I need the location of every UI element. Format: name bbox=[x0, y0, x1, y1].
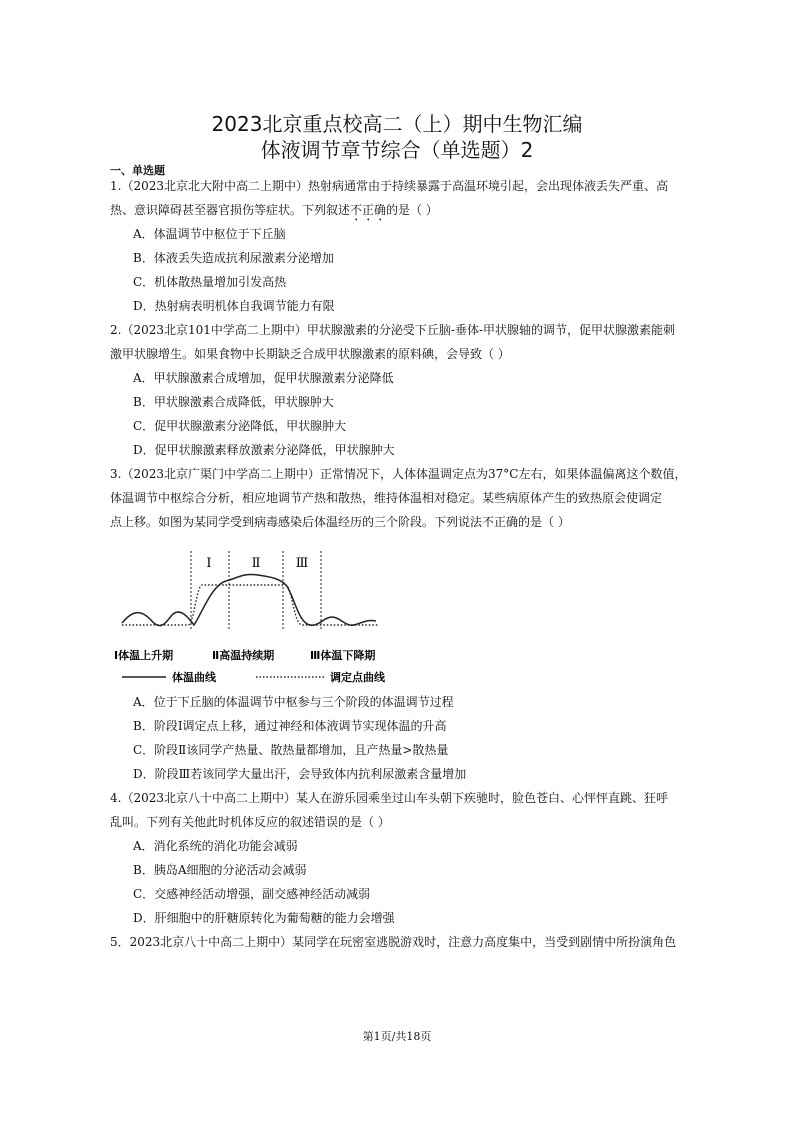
page-subtitle: 体液调节章节综合（单选题）2 bbox=[260, 138, 534, 162]
option-b: B．阶段Ⅰ调定点上移，通过神经和体液调节实现体温的升高 bbox=[133, 719, 447, 733]
question-2 bbox=[110, 318, 685, 366]
option-c: C．交感神经活动增强，副交感神经活动减弱 bbox=[133, 887, 371, 901]
question-4-options bbox=[133, 834, 395, 930]
page-number: 第1页/共18页 bbox=[362, 1030, 432, 1043]
question-3-options bbox=[133, 690, 466, 786]
option-c: C．机体散热量增加引发高热 bbox=[133, 275, 287, 289]
phase-label-2: Ⅱ bbox=[251, 556, 261, 571]
question-5-line-1: 5．2023北京八十中高二上期中）某同学在玩密室逃脱游戏时，注意力高度集中，当受到剧情中所扮演角色 bbox=[110, 935, 677, 949]
question-4 bbox=[110, 786, 685, 834]
legend-phase-2: Ⅱ高温持续期 bbox=[212, 649, 275, 662]
page-title: 2023北京重点校高二（上）期中生物汇编 bbox=[211, 112, 583, 136]
legend-curve-label: 体温曲线 bbox=[172, 671, 216, 684]
phase-label-1: Ⅰ bbox=[206, 556, 212, 571]
option-a: A．消化系统的消化功能会减弱 bbox=[133, 839, 298, 853]
question-2-line-2: 激甲状腺增生。如果食物中长期缺乏合成甲状腺激素的原料碘，会导致（ ） bbox=[110, 347, 510, 361]
option-d: D．热射病表明机体自我调节能力有限 bbox=[133, 299, 335, 313]
question-5 bbox=[110, 930, 685, 954]
question-2-options bbox=[133, 366, 395, 462]
legend-phase-3: Ⅲ体温下降期 bbox=[310, 649, 376, 662]
option-c: C．促甲状腺激素分泌降低，甲状腺肿大 bbox=[133, 419, 347, 433]
option-b: B．胰岛A细胞的分泌活动会减弱 bbox=[133, 863, 307, 877]
option-b: B．甲状腺激素合成降低，甲状腺肿大 bbox=[133, 395, 334, 409]
section-label: 一、单选题 bbox=[110, 164, 165, 177]
question-1-line-2: 热、意识障碍甚至器官损伤等症状。下列叙述不正确的是（ ） bbox=[110, 203, 438, 217]
question-4-line-2: 乱叫。下列有关他此时机体反应的叙述错误的是（ ） bbox=[110, 815, 390, 829]
question-3-line-3: 点上移。如图为某同学受到病毒感染后体温经历的三个阶段。下列说法不正确的是（ ） bbox=[110, 515, 570, 529]
question-1-options bbox=[133, 222, 335, 318]
phase-label-3: Ⅲ bbox=[295, 556, 309, 571]
question-1 bbox=[110, 174, 685, 222]
question-3-line-1: 3.（2023北京广渠门中学高二上期中）正常情况下，人体体温调定点为37°C左右，如果体温偏离这个数值， bbox=[110, 467, 687, 481]
option-c: C．阶段Ⅱ该同学产热量、散热量都增加，且产热量>散热量 bbox=[133, 743, 449, 757]
temperature-phase-figure bbox=[108, 545, 408, 687]
question-3-line-2: 体温调节中枢综合分析，相应地调节产热和散热，维持体温相对稳定。某些病原体产生的致热原会使调定 bbox=[110, 491, 663, 505]
question-2-line-1: 2.（2023北京101中学高二上期中）甲状腺激素的分泌受下丘脑-垂体-甲状腺轴的调节，促甲状腺激素能刺 bbox=[110, 323, 676, 337]
question-4-line-1: 4.（2023北京八十中高二上期中）某人在游乐园乘坐过山车头朝下疾驰时，脸色苍白、心怦怦直跳、狂呼 bbox=[110, 791, 668, 805]
question-1-line-1: 1.（2023北京北大附中高二上期中）热射病通常由于持续暴露于高温环境引起，会出现体液丢失严重、高 bbox=[110, 179, 668, 193]
option-a: A．位于下丘脑的体温调节中枢参与三个阶段的体温调节过程 bbox=[133, 695, 454, 709]
legend-setpoint-label: 调定点曲线 bbox=[330, 671, 385, 684]
option-d: D．促甲状腺激素释放激素分泌降低，甲状腺肿大 bbox=[133, 443, 395, 457]
option-d: D．阶段Ⅲ若该同学大量出汗，会导致体内抗利尿激素含量增加 bbox=[133, 767, 467, 781]
question-3 bbox=[110, 462, 685, 534]
emphasis-text: 不正确 bbox=[350, 203, 387, 217]
option-b: B．体液丢失造成抗利尿激素分泌增加 bbox=[133, 251, 334, 265]
legend-phase-1: Ⅰ体温上升期 bbox=[114, 649, 174, 662]
body-temperature-curve bbox=[122, 574, 376, 625]
option-a: A．体温调节中枢位于下丘脑 bbox=[133, 227, 286, 241]
option-d: D．肝细胞中的肝糖原转化为葡萄糖的能力会增强 bbox=[133, 911, 395, 925]
option-a: A．甲状腺激素合成增加，促甲状腺激素分泌降低 bbox=[133, 371, 394, 385]
